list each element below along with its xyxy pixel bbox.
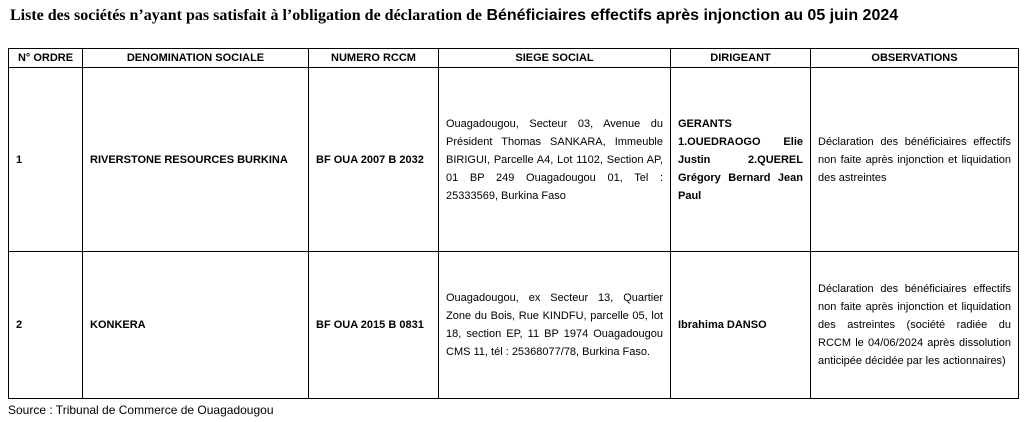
cell-siege: Ouagadougou, ex Secteur 13, Quartier Zone du Bois, Rue KINDFU, parcelle 05, lot 18, section EP, 11 BP 1974 Ouagadougou CMS 11, tél : 25368077/78, Burkina Faso. xyxy=(439,252,671,399)
cell-denomination: KONKERA xyxy=(83,252,309,399)
cell-ordre: 1 xyxy=(9,68,83,252)
cell-observations: Déclaration des bénéficiaires effectifs non faite après injonction et liquidation des astreintes xyxy=(811,68,1019,252)
table-row xyxy=(9,68,1019,252)
table-row xyxy=(9,252,1019,399)
cell-dirigeant: GERANTS 1.OUEDRAOGO Elie Justin 2.QUEREL Grégory Bernard Jean Paul xyxy=(671,68,811,252)
source-note: Source : Tribunal de Commerce de Ouagadougou xyxy=(8,403,274,417)
table-header-row xyxy=(9,49,1019,68)
companies-table xyxy=(8,48,1019,399)
cell-denomination: RIVERSTONE RESOURCES BURKINA xyxy=(83,68,309,252)
title-part-serif: Liste des sociétés n’ayant pas satisfait à l’obligation de déclaration de xyxy=(10,7,482,24)
cell-ordre: 2 xyxy=(9,252,83,399)
header-dirigeant: DIRIGEANT xyxy=(671,49,811,68)
title-part-sans: Bénéficiaires effectifs après injonction au 05 juin 2024 xyxy=(482,7,899,24)
cell-dirigeant: Ibrahima DANSO xyxy=(671,252,811,399)
cell-observations: Déclaration des bénéficiaires effectifs non faite après injonction et liquidation des astreintes (société radiée du RCCM le 04/06/2024 après dissolution anticipée décidée par les actionnaires) xyxy=(811,252,1019,399)
document-title xyxy=(10,6,1020,26)
header-denomination: DENOMINATION SOCIALE xyxy=(83,49,309,68)
cell-rccm: BF OUA 2007 B 2032 xyxy=(309,68,439,252)
cell-siege: Ouagadougou, Secteur 03, Avenue du Président Thomas SANKARA, Immeuble BIRIGUI, Parcelle A4, Lot 1102, Section AP, 01 BP 249 Ouagadougou 01, Tel : 25333569, Burkina Faso xyxy=(439,68,671,252)
header-rccm: NUMERO RCCM xyxy=(309,49,439,68)
header-observations: OBSERVATIONS xyxy=(811,49,1019,68)
cell-rccm: BF OUA 2015 B 0831 xyxy=(309,252,439,399)
header-ordre: N° ORDRE xyxy=(9,49,83,68)
header-siege: SIEGE SOCIAL xyxy=(439,49,671,68)
